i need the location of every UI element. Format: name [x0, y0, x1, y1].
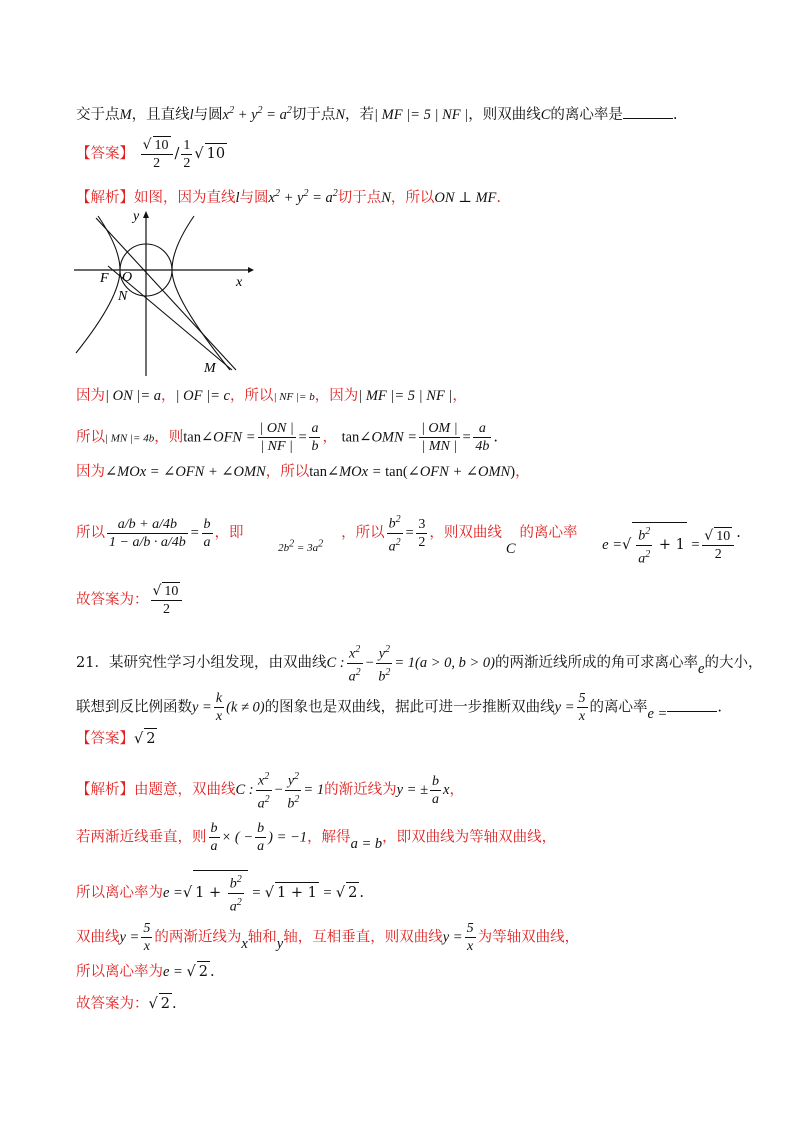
q21-analysis-line-5: 所以离心率为e = √ 2 .	[76, 961, 215, 982]
label-y: y	[133, 209, 140, 224]
label-M: M	[204, 361, 216, 376]
q20-analysis-line-3: 所以| MN |= 4b，则tan∠OFN = $\frac{| ON |}{| NF |}$ = $\frac{a}{b}$ ， tan∠OMN = $\frac{| OM |}{| MN |}$ = $\frac{a}{4b}$ .	[76, 421, 498, 454]
q21-answer-line: 【答案】√ 2	[76, 728, 157, 749]
q21-text-line-1: 21．某研究性学习小组发现，由双曲线C : $\frac{x^2}{a^2}$ − $\frac{y^2}{b^2}$ = 1(a > 0, b > 0)的两渐近线所成的角可求离心率e的大小，	[76, 641, 762, 685]
q20-analysis-line-1: 【解析】如图，因为直线l与圆$x^2 + y^2 = a^2$切于点N，所以ON ⊥ MF.	[76, 188, 501, 206]
q20-analysis-line-4: 因为∠MOx = ∠OFN + ∠OMN，所以tan∠MOx = tan(∠OFN + ∠OMN)，	[76, 464, 530, 480]
q20-final-answer: 故答案为： $\frac{√ 10}{2}$	[76, 582, 184, 618]
q21-analysis-line-3: 所以离心率为e =√ 1 + $\frac{b^2}{a^2}$ = √ 1 + 1 = √ 2 .	[76, 870, 364, 915]
label-O: O	[122, 270, 133, 285]
label-x: x	[236, 275, 243, 290]
q20-answer-line: 【答案】 $\frac{√ 10}{2}$ / $\frac{1}{2}$ √ 10	[76, 137, 226, 171]
hyperbola-right-branch	[172, 216, 230, 370]
q21-text-line-2: 联想到反比例函数y = $\frac{k}{x}$ (k ≠ 0)的图象也是双曲线，据此可进一步推断双曲线y = $\frac{5}{x}$ 的离心率e = .	[76, 691, 722, 724]
q21-analysis-line-1: 【解析】由题意，双曲线C : $\frac{x^2}{a^2}$ − $\frac{y^2}{b^2}$ = 1的渐近线为y = ± $\frac{b}{a}$ x，	[76, 768, 464, 812]
hyperbola-figure	[70, 208, 260, 380]
q20-intro-line: 交于点M，且直线l与圆$x^2 + y^2 = a^2$切于点N，若| MF |= 5 | NF |，则双曲线C的离心率是 .	[76, 105, 678, 123]
y-axis-arrow	[143, 211, 149, 218]
q21-final-answer: 故答案为：√ 2 .	[76, 993, 177, 1014]
q20-analysis-line-2: 因为| ON |= a，| OF |= c，所以| NF |= b，因为| MF |= 5 | NF |，	[76, 388, 467, 404]
label-N: N	[118, 289, 128, 304]
x-axis-arrow	[248, 267, 254, 273]
q21-analysis-line-4: 双曲线y = $\frac{5}{x}$ 的两渐近线为x轴和y轴，互相垂直，则双曲线y = $\frac{5}{x}$ 为等轴双曲线，	[76, 921, 580, 954]
asymptote-line	[96, 218, 236, 370]
answer-blank-21	[667, 697, 717, 712]
q20-analysis-line-5: 所以 $\frac{a/b + a/4b}{1 - a/b \cdot a/4b}$ = $\frac{b}{a}$ ，即 $_{2b^2 = 3a^2}$，所以 $\frac{b^2}{a^2}$ = $\frac{3}{2}$ ，则双曲线C的离心率 e =√ $\frac{b^2}{a^2}$ + 1 = $\frac{√ 10}{2}$ .	[76, 510, 741, 555]
label-F: F	[100, 271, 109, 286]
answer-blank	[623, 104, 673, 119]
q21-analysis-line-2: 若两渐近线垂直，则 $\frac{b}{a}$ × ( − $\frac{b}{a}$ ) = −1，解得a = b，即双曲线为等轴双曲线，	[76, 821, 557, 854]
